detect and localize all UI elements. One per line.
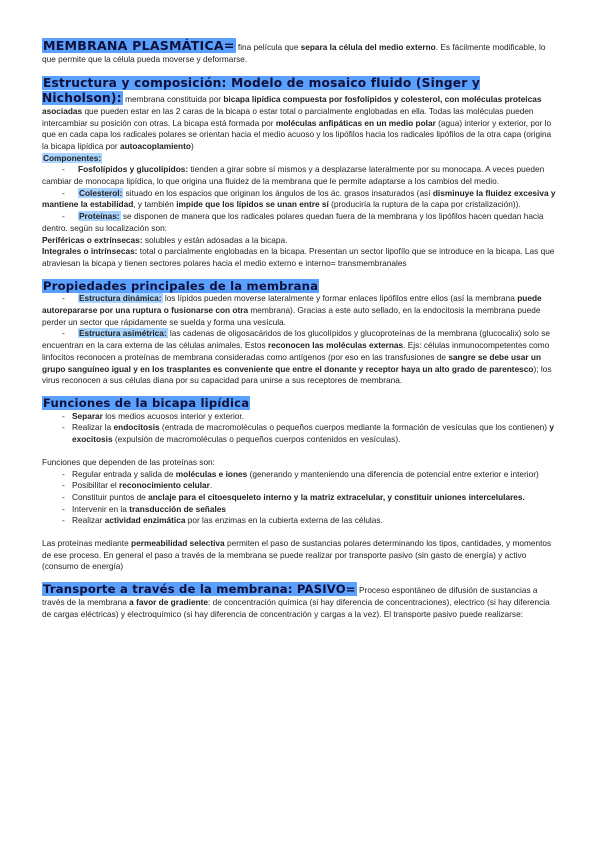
- permeabilidad-paragraph: Las proteínas mediante permeabilidad selectiva permiten el paso de sustancias polares determinando los tipos, cantidades, y momentos de ese proceso. En general el paso a través de la membrana se puede realizar por transporte pasivo (sin gasto de energía) y activo (consumo de energía): [42, 538, 552, 572]
- propiedades-heading: Propiedades principales de la membrana: [43, 278, 319, 293]
- fosfolipidos-item: - Fosfolípidos y glucolípidos: tienden a girar sobre sí mismos y a desplazarse lateralmente por su monocapa. A veces pueden cambiar de monocapa lipídica, lo que origina una fluidez de la membrana que le permite adaptarse a los cambios del medio.: [42, 164, 545, 187]
- colesterol-item: - Colesterol: situado en los espacios que originan los ángulos de los ác. grasos insaturados (así disminuye la fluidez excesiva y mantiene la estabilidad, y también impide que los lípidos se unan entre sí (produciría la ruptura de la capa por cristalización)).: [42, 187, 556, 210]
- list-item: - Separar los medios acuosos interior y exterior.: [42, 411, 558, 423]
- propiedades-heading-line: [42, 278, 558, 294]
- funciones-bicapa-list: [42, 411, 558, 446]
- list-item: - Regular entrada y salida de moléculas e iones (generando y manteniendo una diferencia de potencial entre exterior e interior): [42, 469, 558, 481]
- proteinas-item: - Proteínas: se disponen de manera que los radicales polares quedan fuera de la membrana y los lipófilos hacen quedan hacia dentro. según su localización son:: [42, 211, 544, 233]
- list-item: - Realizar la endocitosis (entrada de macromoléculas o pequeños cuerpos mediante la formación de vesículas que los contienen) y exocitosis (expulsión de macromoléculas o pequeños cuerpos contenidos en vesículas).: [42, 422, 558, 445]
- list-item: - Realizar actividad enzimática por las enzimas en la cubierta externa de las células.: [42, 515, 558, 527]
- funciones-heading-line: [42, 395, 558, 411]
- transporte-heading: Transporte a través de la membrana: PASIVO=: [43, 582, 356, 597]
- componentes-heading: Componentes:: [43, 152, 102, 163]
- integrales-line: Integrales o intrínsecas: total o parcialmente englobadas en la bicapa. Presentan un sector lipofílo que se introduce en la bicapa. Las que atraviesan la bicapa y tienen sectores polares hacia el medio externo e interno= transmembranales: [42, 246, 555, 268]
- asimetrica-item: - Estructura asimétrica: las cadenas de oligosacáridos de los glucolípidos y glucoproteínas de la membrana (glucocalix) solo se encuentran en la cara externa de las células animales. Estos reconocen las moléculas externas. Ejs: células inmunocompetentes como linfocitos reconocen a proteínas de membrana consideradas como antígenos (por eso en las transfusiones de sangre se debe usar un grupo sanguíneo igual y en los trasplantes es conveniente que entre el donante y receptor haya un alto grado de parentesco); los virus reconocen a sus células diana por su capacidad para unirse a sus receptores de membrana.: [42, 328, 552, 386]
- perifericas-line: Periféricas o extrínsecas: solubles y están adosadas a la bicapa.: [42, 234, 288, 245]
- anclaje-item: - Constituir puntos de anclaje para el citoesqueleto interno y la matriz extracelular, y constituir uniones intercelulares.: [62, 491, 525, 502]
- componentes-heading-line: [42, 153, 558, 165]
- list-item: - Posibilitar el reconocimiento celular.: [42, 480, 558, 492]
- transporte-paragraph: Transporte a través de la membrana: PASIVO= Proceso espontáneo de difusión de sustancias a través de la membrana a favor de gradiente: de concentración química (si hay diferencia de concentraciones), electrico (si hay diferencia de cargas eléctricas) y electroquímico (si hay diferencia de concentración y cargas a la vez). El transporte pasivo puede realizarse:: [42, 582, 550, 619]
- membrana-heading: MEMBRANA PLASMÁTICA=: [43, 38, 235, 53]
- estructura-heading: Estructura y composición: Modelo de mosaico fluido (Singer y Nicholson):: [42, 76, 481, 106]
- estructura-paragraph: Estructura y composición: Modelo de mosaico fluido (Singer y Nicholson): membrana constituida por bicapa lipídica compuesta por fosfolípidos y colesterol, con moléculas proteicas asociadas que pueden estar en las 2 caras de la bicapa o estar total o parcialmente englobadas en ella. Todas las moléculas pueden intercambiar su posición con otras. La bicapa está formada por moléculas anfipáticas en un medio polar (agua) interior y exterior, por lo que en cada capa los radicales polares se orientan hacia el medio acuoso y los lipófilos hacia los radicales lipófilos de la otra capa (origina la bicapa lipídica por autoacoplamiento): [42, 76, 552, 151]
- list-item: - Intervenir en la transducción de señales: [42, 504, 558, 516]
- funciones-proteinas-list: [42, 469, 558, 492]
- membrana-paragraph: MEMBRANA PLASMÁTICA= fina película que separa la célula del medio externo. Es fácilmente modificable, lo que permite que la célula pueda moverse y deformarse.: [42, 38, 546, 64]
- funciones-heading: Funciones de la bicapa lipídica: [43, 395, 250, 410]
- funciones-proteinas-list-2: [42, 504, 558, 527]
- funciones-proteinas-intro: Funciones que dependen de las proteínas son:: [42, 456, 215, 467]
- dinamica-item: - Estructura dinámica: los lípidos pueden moverse lateralmente y formar enlaces lipófilos entre ellos (así la membrana puede autorepararse por una ruptura o fusionarse con otra membrana). Gracias a este auto sellado, en la endocitosis la membrana puede perder un sector que rápidamente se suelda y forma una vesícula.: [42, 293, 542, 327]
